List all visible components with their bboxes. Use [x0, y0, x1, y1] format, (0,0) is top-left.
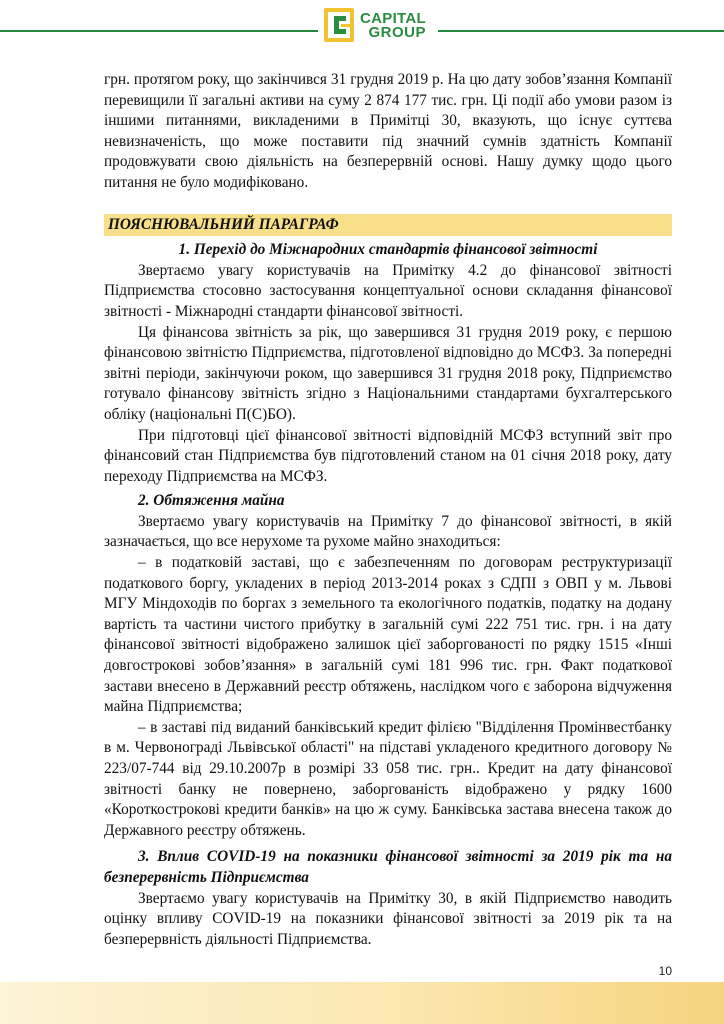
- document-body: [104, 70, 672, 950]
- paragraph: Звертаємо увагу користувачів на Примітку 7 до фінансової звітності, в якій зазначається, що все нерухоме та рухоме майно знаходиться:: [104, 512, 672, 551]
- paragraph: Звертаємо увагу користувачів на Примітку 30, в якій Підприємство наводить оцінку впливу COVID-19 на показники фінансової звітності за 2019 рік та на безперервність діяльності Підприємства.: [104, 889, 672, 948]
- logo-line-2: GROUP: [368, 24, 426, 41]
- company-logo: [318, 4, 438, 48]
- logo-line-1: CAPITAL: [360, 10, 426, 27]
- paragraph: Звертаємо увагу користувачів на Примітку 4.2 до фінансової звітності Підприємства стосовно застосування концептуальної основи складання фінансової звітності - Міжнародні стандарти фінансової звітності.: [104, 261, 672, 320]
- logo-wordmark: [360, 12, 426, 40]
- subheading-covid: 3. Вплив COVID-19 на показники фінансової звітності за 2019 рік та на безперервність Підприємства: [104, 848, 672, 886]
- subheading-encumbrance: 2. Обтяження майна: [138, 492, 285, 510]
- page-number: 10: [658, 964, 672, 978]
- logo-mark-icon: [322, 6, 358, 46]
- section-title: ПОЯСНЮВАЛЬНИЙ ПАРАГРАФ: [104, 214, 672, 237]
- paragraph-bank-pledge: – в заставі під виданий банківський кредит філією "Відділення Промінвестбанку в м. Червонограді Львівської області" на підставі укладеного кредитного договору № 223/07-744 від 29.10.2007р в розмірі 33 058 тис. грн.. Кредит на дату фінансової звітності банку не повернено, заборгованість відображено у рядку 1600 «Короткострокові кредити банків» на цю ж суму. Банківська застава внесена також до Державного реєстру обтяжень.: [104, 718, 672, 839]
- paragraph-tax-pledge: – в податковій заставі, що є забезпеченням по договорам реструктуризації податкового боргу, укладених в період 2013-2014 роках з СДПІ з ОВП у м. Львові МГУ Міндоходів по боргах з земельного та екологічного податків, податку на додану вартість та частини чистого прибутку в загальній сумі 222 751 тис. грн. і на дату фінансової звітності відображено залишок цієї заборгованості по рядку 1515 «Інші довгострокові зобов’язання» в загальній сумі 181 996 тис. грн. Факт податкової застави внесено в Державний реєстр обтяжень, наслідком чого є заборона відчуження майна Підприємства;: [104, 554, 672, 716]
- paragraph: Ця фінансова звітність за рік, що завершився 31 грудня 2019 року, є першою фінансовою звітністю Підприємства, підготовленої відповідно до МСФЗ. За попередні звітні періоди, закінчуючи роком, що завершився 31 грудня 2018 року, Підприємство готувало фінансову звітність згідно з Національними стандартами бухгалтерського обліку (національні П(С)БО).: [104, 323, 672, 423]
- footer-band: [0, 982, 724, 1024]
- paragraph: При підготовці цієї фінансової звітності відповідній МСФЗ вступний звіт про фінансовий стан Підприємства був підготовлений станом на 01 січня 2018 року, дату переходу Підприємства на МСФЗ.: [104, 426, 672, 485]
- paragraph-going-concern: грн. протягом року, що закінчився 31 грудня 2019 р. На цю дату зобов’язання Компанії перевищили її загальні активи на суму 2 874 177 тис. грн. Ці події або умови разом із іншими питаннями, викладеними в Примітці 30, вказують, що існує суттєва невизначеність, що може поставити під значний сумнів здатність Компанії продовжувати свою діяльність на безперервній основі. Нашу думку щодо цього питання не було модифіковано.: [104, 71, 672, 191]
- subheading-ifrs-transition: 1. Перехід до Міжнародних стандартів фінансової звітності: [178, 241, 598, 259]
